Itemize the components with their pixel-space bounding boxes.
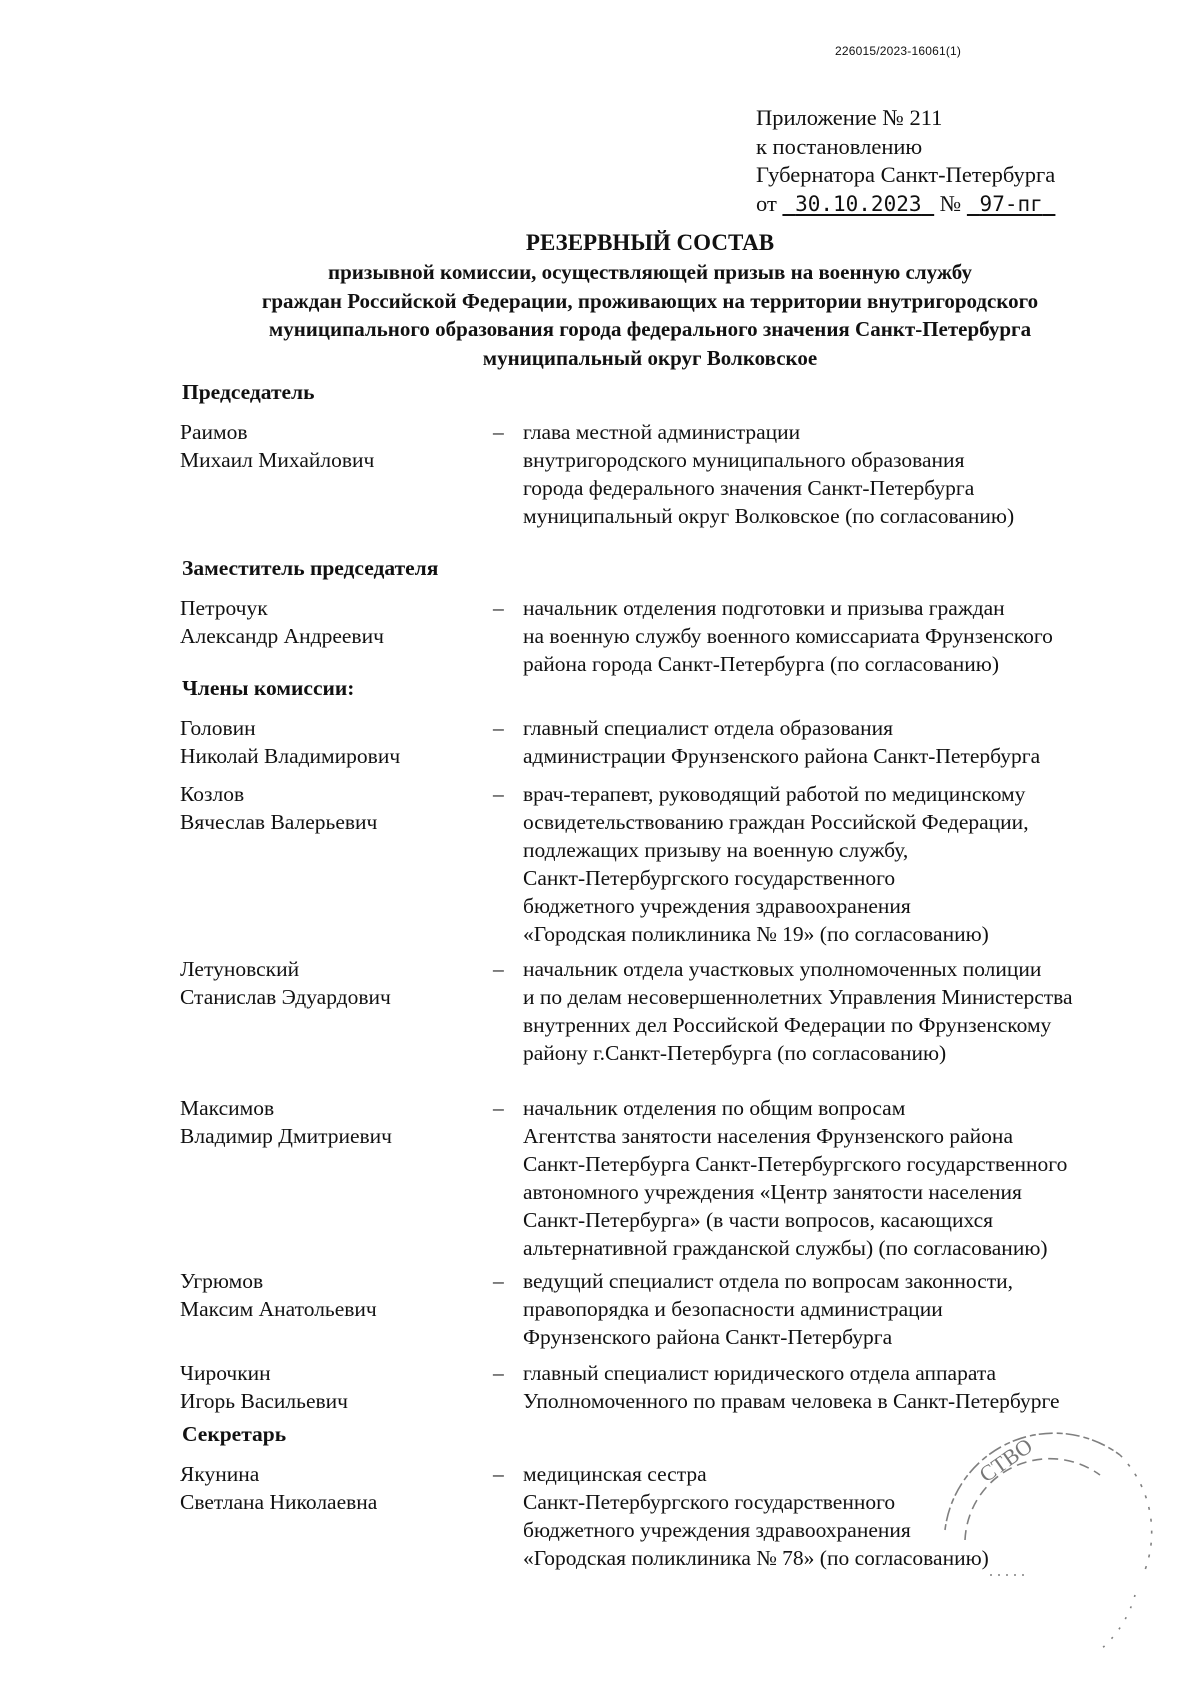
dash: – [493, 957, 504, 981]
official-stamp [920, 1425, 1160, 1675]
title-line-2: граждан Российской Федерации, проживающих на территории внутригородского [261, 288, 1039, 313]
member-name: Угрюмов Максим Анатольевич [180, 1269, 377, 1321]
appendix-block [756, 104, 1055, 218]
member-name: Летуновский Станислав Эдуардович [180, 957, 391, 1009]
member-name: Максимов Владимир Дмитриевич [180, 1096, 392, 1148]
appendix-line-2: к постановлению [756, 133, 923, 159]
dash: – [493, 1269, 504, 1293]
document-title [180, 228, 1120, 372]
section-deputy: Заместитель председателя [182, 556, 439, 580]
dash: – [493, 420, 504, 444]
appendix-number-sign: № [939, 190, 962, 216]
title-line-4: муниципальный округ Волковское [482, 345, 818, 370]
member-name: Якунина Светлана Николаевна [180, 1462, 378, 1514]
title-line-1: призывной комиссии, осуществляющей призыв на военную службу [328, 260, 972, 284]
document-id: 226015/2023-16061(1) [835, 44, 962, 58]
appendix-number: 97-пг [979, 191, 1043, 216]
member-position: медицинская сестра Санкт-Петербургского государственного бюджетного учреждения здравоохранения «Городская поликлиника № 78» (по согласованию) [523, 1462, 989, 1570]
member-name: Козлов Вячеслав Валерьевич [180, 782, 378, 834]
section-chairman: Председатель [182, 380, 315, 404]
dash: – [493, 782, 504, 806]
title-heading: РЕЗЕРВНЫЙ СОСТАВ [525, 230, 775, 255]
member-position: врач-терапевт, руководящий работой по медицинскому освидетельствованию граждан Российской Федерации, подлежащих призыву на военную службу, Санкт-Петербургского государственного бюджетного учреждения здравоохранения «Городская поликлиника № 19» (по согласованию) [523, 782, 1029, 946]
appendix-line-1: Приложение № 211 [756, 105, 943, 130]
dash: – [493, 1361, 504, 1385]
member-name: Петрочук Александр Андреевич [180, 596, 384, 648]
appendix-line-4 [756, 190, 1055, 219]
member-position: ведущий специалист отдела по вопросам законности, правопорядка и безопасности администрации Фрунзенского района Санкт-Петербурга [523, 1269, 1014, 1349]
member-name: Чирочкин Игорь Васильевич [180, 1361, 348, 1413]
section-secretary: Секретарь [182, 1422, 287, 1446]
member-name: Раимов Михаил Михайлович [180, 420, 375, 472]
member-position: глава местной администрации внутригородского муниципального образования города федерального значения Санкт-Петербурга муниципальный округ Волковское (по согласованию) [523, 420, 1015, 528]
stamp-text: СТВО [974, 1432, 1037, 1488]
appendix-line-3: Губернатора Санкт-Петербурга [756, 162, 1056, 187]
title-line-3: муниципального образования города федерального значения Санкт-Петербурга [268, 317, 1032, 341]
dash: – [493, 596, 504, 620]
dash: – [493, 1096, 504, 1120]
dash: – [493, 1462, 504, 1486]
member-name: Головин Николай Владимирович [180, 716, 401, 768]
member-position: начальник отделения по общим вопросам Агентства занятости населения Фрунзенского района Санкт-Петербурга Санкт-Петербургского государственного автономного учреждения «Центр занятости населения Санкт-Петербурга» (в части вопросов, касающихся альтернативной гражданской службы) (по согласованию) [523, 1096, 1068, 1260]
appendix-date: 30.10.2023 [795, 191, 922, 216]
member-position: начальник отделения подготовки и призыва граждан на военную службу военного комиссариата Фрунзенского района города Санкт-Петербурга (по согласованию) [523, 596, 1053, 676]
member-position: главный специалист юридического отдела аппарата Уполномоченного по правам человека в Санкт-Петербурге [523, 1361, 1060, 1413]
member-position: главный специалист отдела образования администрации Фрунзенского района Санкт-Петербурга [523, 716, 1041, 768]
section-members: Члены комиссии: [182, 676, 355, 700]
appendix-date-prefix: от [756, 190, 777, 216]
dash: – [493, 716, 504, 740]
member-position: начальник отдела участковых уполномоченных полиции и по делам несовершеннолетних Управления Министерства внутренних дел Российской Федерации по Фрунзенскому району г.Санкт-Петербурга (по согласованию) [523, 957, 1073, 1065]
